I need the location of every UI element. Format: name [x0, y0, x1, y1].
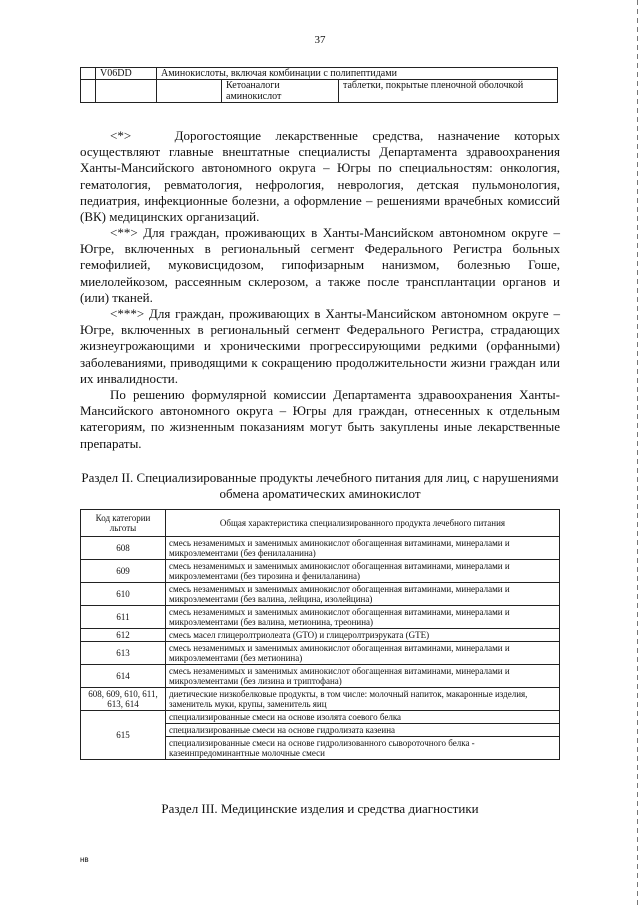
category-code: 608, 609, 610, 611, 613, 614 [81, 688, 166, 711]
category-code: 613 [81, 642, 166, 665]
table-row [81, 665, 560, 688]
nutrition-header-row [81, 510, 560, 537]
atc-group: Аминокислоты, включая комбинации с полипептидами [157, 68, 558, 80]
header-code: Код категории льготы [81, 510, 166, 537]
product-description: смесь незаменимых и заменимых аминокислот обогащенная витаминами, минералами и микроэлементами (без валина, лейцина, изолейцина) [166, 583, 560, 606]
table-row [81, 629, 560, 642]
category-code: 614 [81, 665, 166, 688]
table-row [81, 688, 560, 711]
category-code: 610 [81, 583, 166, 606]
product-description: смесь незаменимых и заменимых аминокислот обогащенная витаминами, минералами и микроэлементами (без тирозина и фенилаланина) [166, 560, 560, 583]
category-code: 608 [81, 537, 166, 560]
category-code: 612 [81, 629, 166, 642]
note-3: <***> Для граждан, проживающих в Ханты-Мансийском автономном округе – Югре, включенных в региональный сегмент Федерального Регистра, страдающих жизнеугрожающими и хроническими прогрессирующими редкими (орфанными) заболеваниями, приводящими к сокращению продолжительности жизни граждан или их инвалидности. [80, 306, 561, 386]
category-code: 609 [81, 560, 166, 583]
footer-mark: нв [80, 855, 89, 864]
product-description: смесь незаменимых и заменимых аминокислот обогащенная витаминами, минералами и микроэлементами (без метионина) [166, 642, 560, 665]
formulary-note: По решению формулярной комиссии Департамента здравоохранения Ханты-Мансийского автономного округа – Югры для граждан, отнесенных к отдельным категориям, по жизненным показаниям могут быть закуплены иные лекарственные препараты. [80, 387, 560, 451]
table-row [81, 642, 560, 665]
product-description: специализированные смеси на основе гидролизата казеина [166, 724, 560, 737]
table-row [81, 560, 560, 583]
product-description: специализированные смеси на основе изолята соевого белка [166, 711, 560, 724]
nutrition-table [80, 509, 560, 760]
category-code: 615 [81, 711, 166, 760]
drug-group-row [81, 68, 558, 80]
table-row [81, 537, 560, 560]
product-description: смесь незаменимых и заменимых аминокислот обогащенная витаминами, минералами и микроэлементами (без фенилаланина) [166, 537, 560, 560]
drug-row [81, 80, 558, 103]
table-row [81, 606, 560, 629]
product-description: специализированные смеси на основе гидролизованного сывороточного белка - казеинпредоминантные молочные смеси [166, 737, 560, 760]
product-description: смесь незаменимых и заменимых аминокислот обогащенная витаминами, минералами и микроэлементами (без лизина и триптофана) [166, 665, 560, 688]
drug-name: Кетоаналоги аминокислот [222, 80, 339, 103]
product-description: смесь незаменимых и заменимых аминокислот обогащенная витаминами, минералами и микроэлементами (без валина, метионина, треонина) [166, 606, 560, 629]
table-row [81, 711, 560, 724]
scan-edge [637, 0, 638, 905]
table-row [81, 583, 560, 606]
atc-code: V06DD [96, 68, 157, 80]
section-2-title: Раздел II. Специализированные продукты лечебного питания для лиц, с нарушениями обмена ароматических аминокислот [81, 470, 559, 501]
product-description: диетические низкобелковые продукты, в том числе: молочный напиток, макаронные изделия, заменитель муки, крупы, заменитель яиц [166, 688, 560, 711]
page-number: 37 [314, 34, 326, 46]
nutrition-rows [81, 537, 560, 760]
drug-form: таблетки, покрытые пленочной оболочкой [339, 80, 558, 103]
section-3-title: Раздел III. Медицинские изделия и средства диагностики [161, 801, 479, 816]
note-1: <*> Дорогостоящие лекарственные средства, назначение которых осуществляют главные внештатные специалисты Департамента здравоохранения Ханты-Мансийского автономного округа – Югры по специальностям: онкология, гематология, ревматология, нефрология, неврология, детская пульмонология, педиатрия, инфекционные болезни, а оформление – решениями врачебных комиссий (ВК) медицинских организаций. [80, 128, 560, 225]
drug-table [80, 67, 558, 103]
category-code: 611 [81, 606, 166, 629]
product-description: смесь масел глицеролтриолеата (GTO) и глицеролтриэруката (GTE) [166, 629, 560, 642]
header-description: Общая характеристика специализированного продукта лечебного питания [166, 510, 560, 537]
note-2: <**> Для граждан, проживающих в Ханты-Мансийском автономном округе – Югре, включенных в региональный сегмент Федерального Регистра больных гемофилией, муковисцидозом, гипофизарным нанизмом, болезнью Гоше, миелолейкозом, рассеянным склерозом, а также после трансплантации органов и (или) тканей. [80, 225, 561, 305]
